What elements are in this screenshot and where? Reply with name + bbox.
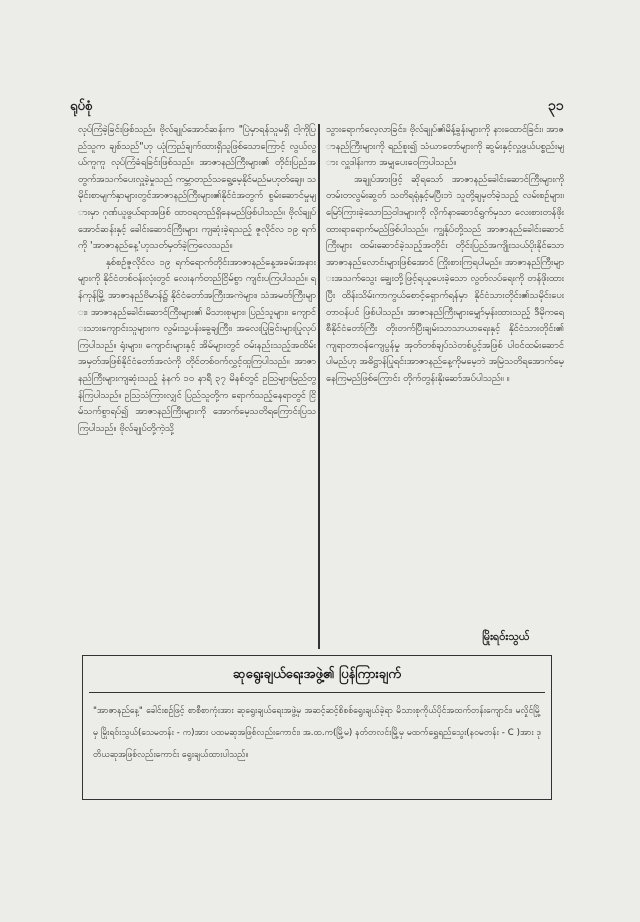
author-name: မြိုးရဝ်းသွယ်: [482, 630, 530, 643]
paragraph: အချုပ်အားဖြင့် ဆိုရသော် အာဇာနည်ခေါင်းဆောင်ကြီးများကို တမ်းတလွမ်းဆွတ် သတိရရုံနှင့်မပြီးဘဲ သူတို့ချမှတ်ခဲ့သည့် လမ်းစဉ်များ၊ မြော်ကြားခဲ့သောဩဝါဒများကို လိုက်နာဆောင်ရွက်မှသာ လေးစားတန်ဖိုးထားရာရောက်မည်ဖြစ်ပါသည်။ ကျွန်ုပ်တို့သည် အာဇာနည်ခေါင်းဆောင်ကြီးများ ထမ်းဆောင်ခဲ့သည့်အတိုင်း တိုင်းပြည်အကျိုးသယ်ပိုးနိုင်သော အာဇာနည်လောင်းများဖြစ်အောင် ကြိုးစားကြရပါမည်။ အာဇာနည်ကြီးများအသက်သွေး ချွေးတို့ဖြင့်ရယူပေးခဲ့သော လွတ်လပ်ရေးကို တန်ဖိုးထားပြီး ထိန်းသိမ်းကာကွယ်စောင့်ရှောက်ရန်မှာ နိုင်ငံသားတိုင်း၏သမိုင်းပေးတာဝန်ပင် ဖြစ်ပါသည်။ အာဇာနည်ကြီးများမျှော်မှန်းထားသည့် ဒီမိုကရေစီနိုင်ငံတော်ကြီး တိုးတက်ပြီးချမ်းသာသာယာရေးနှင့် နိုင်ငံသားတိုင်း၏ ကျရာတာဝန်ကျေပွန်မှု အုတ်တစ်ချပ်သဲတစ်ပွင့်အဖြစ် ပါဝင်ထမ်းဆောင်ပါမည်ဟု အဓိဋ္ဌာန်ပြုရင်းအာဇာနည်နေ့ကိုမမေ့ဘဲ အမြဲသတိရအောက်မေ့နေကြမည်ဖြစ်ကြောင်း တိုက်တွန်းနိုးဆော်အပ်ပါသည်။ ။: [326, 173, 564, 384]
notice-title: ဆုရွေးချယ်ရေးအဖွဲ့၏ ပြန်ကြားချက်: [233, 667, 401, 682]
page-number: ၃၁: [548, 98, 564, 114]
right-column: [326, 122, 564, 627]
page-header-title: ရုပ်စုံ: [70, 99, 93, 114]
paragraph: သွားရောက်လေ့လာခြင်း၊ ဗိုလ်ချုပ်၏မိန့်ခွန်းများကို နားထောင်ခြင်း၊ အာဇာနည်ကြီးများကို ရည်စူး၍ သံဃာတော်များကို ဆွမ်းနှင့်လှူဖွယ်ပစ္စည်းများ လှူဒါန်းကာ အမျှပေးဝေကြပါသည်။: [326, 124, 564, 169]
notice-divider: [89, 692, 545, 693]
notice-body: "အာဇာနည်နေ့" ခေါင်းစဉ်ဖြင့် စာစီစာကုံးအား ဆုရွေးချယ်ရေးအဖွဲ့မှ အဆင့်ဆင့်စိစစ်ရွေးချယ်ခဲ့ရာ မိသားစုကိုယ်ပိုင်အထက်တန်းကျောင်း၊ မလှိုင်မြို့မှ မြိုးရဝ်းသွယ်(သေမတန်း - က)အား ပထမဆုအဖြစ်လည်းကောင်း၊ အ.ထ.က(မြို့မ) နတ်တလင်းမြို့မှ မထက်ရွှေရည်သွေး(နဝမတန်း - C )အား ဒုတိယဆုအဖြစ်လည်းကောင်း ရွေးချယ်ထားပါသည်။: [93, 706, 541, 760]
column-divider: [318, 124, 320, 649]
paragraph: နှစ်စဉ်ဇူလိုင်လ ၁၉ ရက်ရောက်တိုင်းအာဇာနည်နေ့အခမ်းအနားများကို နိုင်ငံတစ်ဝန်းလုံးတွင် လေးနက်တည်ငြိမ်စွာ ကျင်းပကြပါသည်။ ရန်ကုန်မြို့ အာဇာနည်ဗိမာန်၌ နိုင်ငံတော်အကြီးအကဲများ၊ သံအမတ်ကြီးများ၊ အာဇာနည်ခေါင်းဆောင်ကြီးများ၏ မိသားစုများ၊ ပြည်သူများ၊ ကျောင်းသားကျောင်းသူများက လွမ်းသူ့ပန်းခွေချကြီး၊ အလေးပြုခြင်းများပြုလုပ်ကြပါသည်။ ရုံးများ၊ ကျောင်းများနှင့် အိမ်များတွင် ဝမ်းနည်းသည့်အထိမ်းအမှတ်အဖြစ်နိုင်ငံတော်အလံကို တိုင်တစ်ဝက်လွှင့်ထူကြပါသည်။ အာဇာနည်ကြီးများကျဆုံးသည့် နံနက် ၁၀ နာရီ ၃၇ မိနစ်တွင် ဥဩများမြည်တွန်ကြပါသည်။ ဥဩသံကြားလျှင် ပြည်သူတို့က ရောက်သည့်နေရာတွင် ငြိမ်သက်စွာရပ်၍ အာဇာနည်ကြီးများကို အောက်မေ့သတိရကြောင်းပြသကြပါသည်။ ဗိုလ်ချုပ်တို့ကဲ့သို့: [78, 256, 316, 434]
award-notice-box: [82, 655, 552, 800]
left-column: [78, 122, 316, 647]
paragraph: လုပ်ကြံခဲ့ခြင်းဖြစ်သည်။ ဗိုလ်ချုပ်အောင်ဆန်းက "ပြဲမှာရန်သူမရှိ ငါ့ကိုပြည်သူက ချစ်သည်"ဟု ယုံကြည်ချက်ထားရှိသူဖြစ်သောကြောင့် လွယ်လွယ်ကူကူ လုပ်ကြံခံရခြင်းဖြစ်သည်။ အာဇာနည်ကြီးများ၏ တိုင်းပြည်အတွက်အသက်ပေးလှူခဲ့မှုသည် ကမ္ဘာတည်သရွေ့မေ့နိုင်မည်မဟုတ်ချေ။ သမိုင်းစာမျက်နှာများတွင်အာဇာနည်ကြီးများ၏နိုင်ငံအတွက် စွမ်းဆောင်မှုများမှာ ဂုဏ်ယူဖွယ်ရာအဖြစ် ထာဝရတည်ရှိနေမည်ဖြစ်ပါသည်။ ဗိုလ်ချုပ်အောင်ဆန်းနှင့် ခေါင်းဆောင်ကြီးများ ကျဆုံးခဲ့ရသည့် ဇူလိုင်လ ၁၉ ရက်ကို 'အာဇာနည်နေ့'ဟုသတ်မှတ်ခဲ့ကြလေသည်။: [78, 124, 316, 252]
